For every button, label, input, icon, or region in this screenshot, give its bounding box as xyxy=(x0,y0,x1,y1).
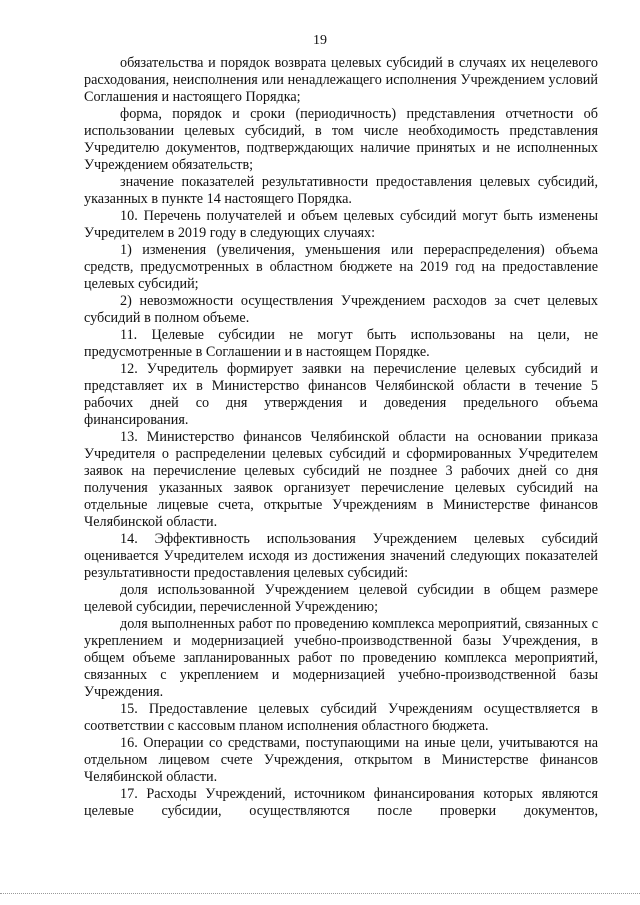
paragraph-indicator-share-works: доля выполненных работ по проведению комплекса мероприятий, связанных с укреплением и модернизацией учебно-производственной базы Учреждения, в общем объеме запланированных работ по проведению комплекса мероприятий, связанных с укреплением и модернизацией учебно-производственной базы Учреждения. xyxy=(84,616,598,700)
paragraph-performance-indicators: значение показателей результативности предоставления целевых субсидий, указанных в пункте 14 настоящего Порядка. xyxy=(84,174,598,207)
page-number: 19 xyxy=(313,33,327,48)
footer-rule xyxy=(0,893,640,894)
paragraph-item-10: 10. Перечень получателей и объем целевых субсидий могут быть изменены Учредителем в 2019 году в следующих случаях: xyxy=(84,208,598,241)
paragraph-item-11: 11. Целевые субсидии не могут быть использованы на цели, не предусмотренные в Соглашении и в настоящем Порядке. xyxy=(84,327,598,360)
paragraph-reporting-form: форма, порядок и сроки (периодичность) представления отчетности об использовании целевых субсидий, в том числе необходимость представления Учредителю документов, подтверждающих наличие принятых и не исполненных Учреждением обязательств; xyxy=(84,106,598,173)
document-body xyxy=(84,55,598,820)
paragraph-item-14: 14. Эффективность использования Учреждением целевых субсидий оценивается Учредителем исходя из достижения значений следующих показателей результативности предоставления целевых субсидий: xyxy=(84,531,598,581)
paragraph-item-16: 16. Операции со средствами, поступающими на иные цели, учитываются на отдельном лицевом счете Учреждения, открытом в Министерстве финансов Челябинской области. xyxy=(84,735,598,785)
paragraph-item-17: 17. Расходы Учреждений, источником финансирования которых являются целевые субсидии, осуществляются после проверки документов, xyxy=(84,786,598,819)
paragraph-item-12: 12. Учредитель формирует заявки на перечисление целевых субсидий и представляет их в Министерство финансов Челябинской области в течение 5 рабочих дней со дня утверждения и доведения предельного объема финансирования. xyxy=(84,361,598,428)
paragraph-item-13: 13. Министерство финансов Челябинской области на основании приказа Учредителя о распределении целевых субсидий и сформированных Учредителем заявок на перечисление целевых субсидий не позднее 3 рабочих дней со дня получения указанных заявок организует перечисление целевых субсидий на отдельные лицевые счета, открытые Учреждениям в Министерстве финансов Челябинской области. xyxy=(84,429,598,530)
paragraph-indicator-share-used: доля использованной Учреждением целевой субсидии в общем размере целевой субсидии, перечисленной Учреждению; xyxy=(84,582,598,615)
paragraph-refund-obligations: обязательства и порядок возврата целевых субсидий в случаях их нецелевого расходования, неисполнения или ненадлежащего исполнения Учреждением условий Соглашения и настоящего Порядка; xyxy=(84,55,598,105)
paragraph-item-15: 15. Предоставление целевых субсидий Учреждениям осуществляется в соответствии с кассовым планом исполнения областного бюджета. xyxy=(84,701,598,734)
paragraph-item-10-2: 2) невозможности осуществления Учреждением расходов за счет целевых субсидий в полном объеме. xyxy=(84,293,598,326)
paragraph-item-10-1: 1) изменения (увеличения, уменьшения или перераспределения) объема средств, предусмотренных в областном бюджете на 2019 год на предоставление целевых субсидий; xyxy=(84,242,598,292)
